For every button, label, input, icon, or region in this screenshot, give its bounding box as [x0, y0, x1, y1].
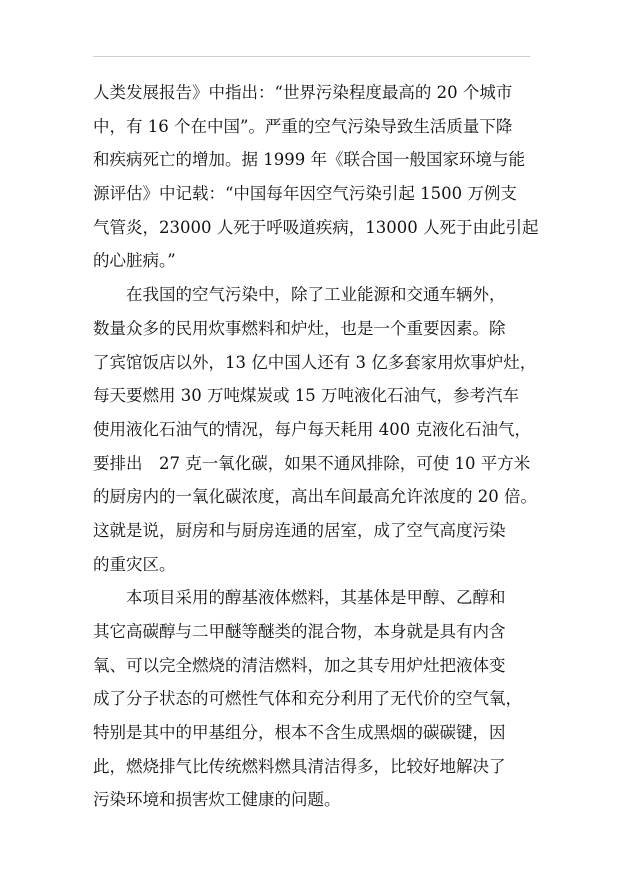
text-line: 每天要燃用 30 万吨煤炭或 15 万吨液化石油气，参考汽车: [93, 386, 519, 406]
body-text: [93, 76, 543, 817]
text-line: 气管炎，23000 人死于呼吸道疾病，13000 人死于由此引起: [93, 217, 539, 237]
text-line: 了宾馆饭店以外，13 亿中国人还有 3 亿多套家用炊事炉灶，: [93, 352, 537, 372]
text-line: 的厨房内的一氧化碳浓度，高出车间最高允许浓度的 20 倍。: [93, 487, 537, 507]
paragraph: [93, 581, 543, 817]
text-line: 此，燃烧排气比传统燃料燃具清洁得多，比较好地解决了: [93, 756, 506, 776]
paragraph: [93, 76, 543, 278]
text-line: 成了分子状态的可燃性气体和充分利用了无代价的空气氧，: [93, 689, 522, 709]
paragraph: [93, 278, 543, 581]
text-line: 和疾病死亡的增加。据 1999 年《联合国一般国家环境与能: [93, 150, 525, 170]
text-line: 本项目采用的醇基液体燃料，其基体是甲醇、乙醇和: [126, 588, 506, 608]
header-rule: [93, 56, 530, 57]
text-line: 这就是说，厨房和与厨房连通的居室，成了空气高度污染: [93, 520, 506, 540]
text-line: 数量众多的民用炊事燃料和炉灶，也是一个重要因素。除: [93, 318, 506, 338]
text-line: 使用液化石油气的情况，每户每天耗用 400 克液化石油气，: [93, 419, 531, 439]
text-line: 在我国的空气污染中，除了工业能源和交通车辆外，: [126, 285, 506, 305]
text-line: 源评估》中记载：“中国每年因空气污染引起 1500 万例支: [93, 184, 517, 204]
text-line: 污染环境和损害炊工健康的问题。: [93, 790, 341, 810]
text-line: 其它高碳醇与二甲醚等醚类的混合物，本身就是具有内含: [93, 622, 506, 641]
text-line: 的重灾区。: [93, 554, 176, 574]
text-line: 中，有 16 个在中国”。严重的空气污染导致生活质量下降: [93, 116, 513, 136]
text-line: 特别是其中的甲基组分，根本不含生成黑烟的碳碳键，因: [93, 723, 506, 743]
text-line: 要排出 27 克一氧化碳，如果不通风排除，可使 10 平方米: [93, 453, 531, 473]
text-line: 的心脏病。”: [93, 251, 176, 271]
text-line: 氧、可以完全燃烧的清洁燃料，加之其专用炉灶把液体变: [93, 655, 506, 675]
text-line: 人类发展报告》中指出：“世界污染程度最高的 20 个城市: [93, 83, 513, 102]
